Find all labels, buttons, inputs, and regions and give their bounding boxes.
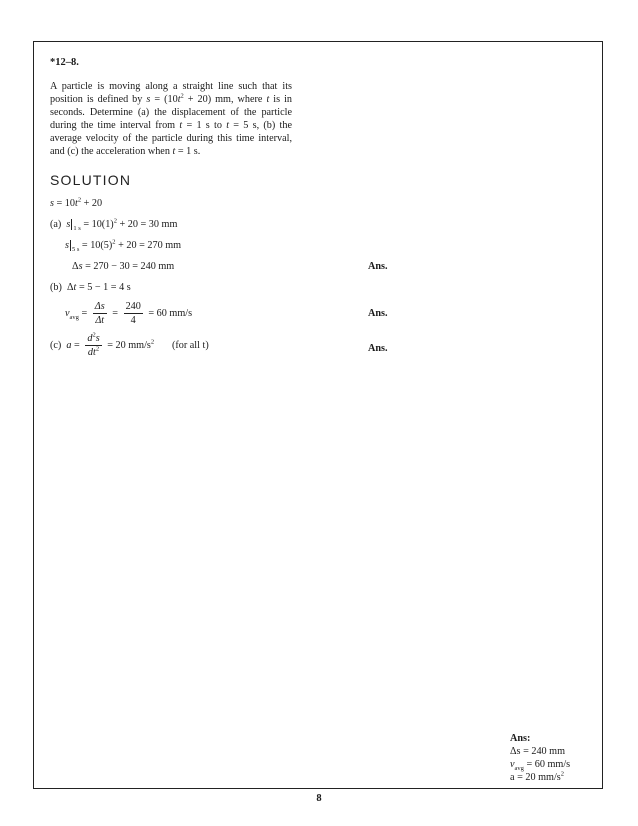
page-number: 8 <box>316 793 322 804</box>
problem-number: *12–8. <box>50 57 79 68</box>
fraction-derivative: $\frac{d^2s}{dt^2}$ <box>87 331 100 358</box>
part-b-line-1: (b) Δt = 5 − 1 = 4 s <box>50 282 131 293</box>
answer-marker-c: Ans. <box>368 343 388 354</box>
fraction-delta: $\frac{\Delta s}{\Delta t}$ <box>94 301 105 326</box>
part-a-displacement: Δs = 270 − 30 = 240 mm <box>72 261 175 272</box>
answer-summary-acceleration: a = 20 $mm/s^2$ <box>510 770 564 783</box>
answer-summary <box>510 732 570 784</box>
problem-statement: A particle is moving along a straight line such that its position is defined by $s = (10t^2 + 20)$ mm, where t is in seconds. Determine (a) the displacement of the particle during the time interval from t = 1 s to t = 5 s, (b) the average velocity of the particle during this time interval, and (c) the acceleration when t = 1 s. <box>50 81 293 157</box>
answer-marker-a: Ans. <box>368 261 388 272</box>
answer-summary-velocity: $v_{avg} = 60$ mm/s <box>510 759 571 773</box>
solution-heading: SOLUTION <box>50 172 132 188</box>
answer-summary-header: Ans: <box>510 733 531 744</box>
fraction-numeric: $\frac{240}{4}$ <box>125 301 141 326</box>
answer-summary-displacement: Δs = 240 mm <box>510 746 566 757</box>
answer-marker-b: Ans. <box>368 308 388 319</box>
position-equation: $s = 10t^2 + 20$ <box>50 196 103 209</box>
part-b-velocity: $v_{avg}$ = $\frac{\Delta s}{\Delta t}$ = $\frac{240}{4}$ = 60 mm/s <box>65 301 193 326</box>
part-c-acceleration: (c) a = $\frac{d^2s}{dt^2}$ = 20 $mm/s^2$ (for all t) <box>50 331 209 358</box>
part-a-line-1: (a) s $_{1 s} = 10(1)^2 + 20 = 30$ mm <box>50 217 178 233</box>
part-a-line-2: s $_{5 s} = 10(5)^2 + 20 = 270$ mm <box>65 238 182 254</box>
